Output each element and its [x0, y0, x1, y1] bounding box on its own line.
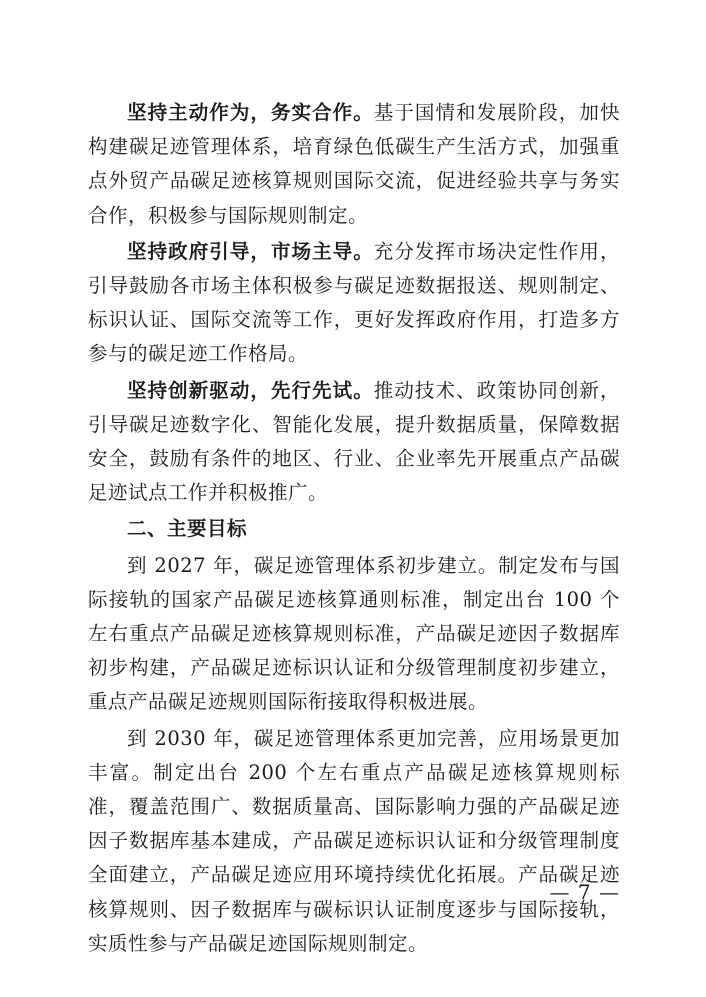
principle-paragraph-1	[88, 96, 620, 233]
principle-body-2: 充分发挥市场决定性作用，引导鼓励各市场主体积极参与碳足迹数据报送、规则制定、标识认证、国际交流等工作，更好发挥政府作用，打造多方参与的碳足迹工作格局。	[88, 239, 620, 366]
principle-lead-3: 坚持创新驱动，先行先试。	[127, 378, 374, 402]
principle-body-1: 基于国情和发展阶段，加快构建碳足迹管理体系，培育绿色低碳生产生活方式，加强重点外贸产品碳足迹核算规则国际交流，促进经验共享与务实合作，积极参与国际规则制定。	[88, 101, 620, 227]
page-number: — 7 —	[549, 880, 620, 904]
section-heading: 二、主要目标	[127, 517, 248, 541]
goal-paragraph-2030: 到 2030 年，碳足迹管理体系更加完善，应用场景更加丰富。制定出台 200 个左右重点产品碳足迹核算规则标准，覆盖范围广、数据质量高、国际影响力强的产品碳足迹因子数据库基本建成，产品碳足迹标识认证和分级管理制度全面建立，产品碳足迹应用环境持续优化拓展。产品碳足迹核算规则、因子数据库与碳标识认证制度逐步与国际接轨，实质性参与产品碳足迹国际规则制定。	[88, 726, 620, 955]
principle-paragraph-2	[88, 235, 620, 372]
principle-lead-1: 坚持主动作为，务实合作。	[127, 101, 374, 124]
document-page	[88, 96, 620, 963]
principle-body-3: 推动技术、政策协同创新，引导碳足迹数字化、智能化发展，提升数据质量，保障数据安全，鼓励有条件的地区、行业、企业率先开展重点产品碳足迹试点工作并积极推广。	[88, 378, 620, 505]
goal-paragraph-2027: 到 2027 年，碳足迹管理体系初步建立。制定发布与国际接轨的国家产品碳足迹核算通则标准，制定出台 100 个左右重点产品碳足迹核算规则标准，产品碳足迹因子数据库初步构建，产品碳足迹标识认证和分级管理制度初步建立，重点产品碳足迹规则国际衔接取得积极进展。	[88, 553, 620, 714]
principle-lead-2: 坚持政府引导，市场主导。	[127, 239, 374, 263]
principle-paragraph-3	[88, 374, 620, 511]
